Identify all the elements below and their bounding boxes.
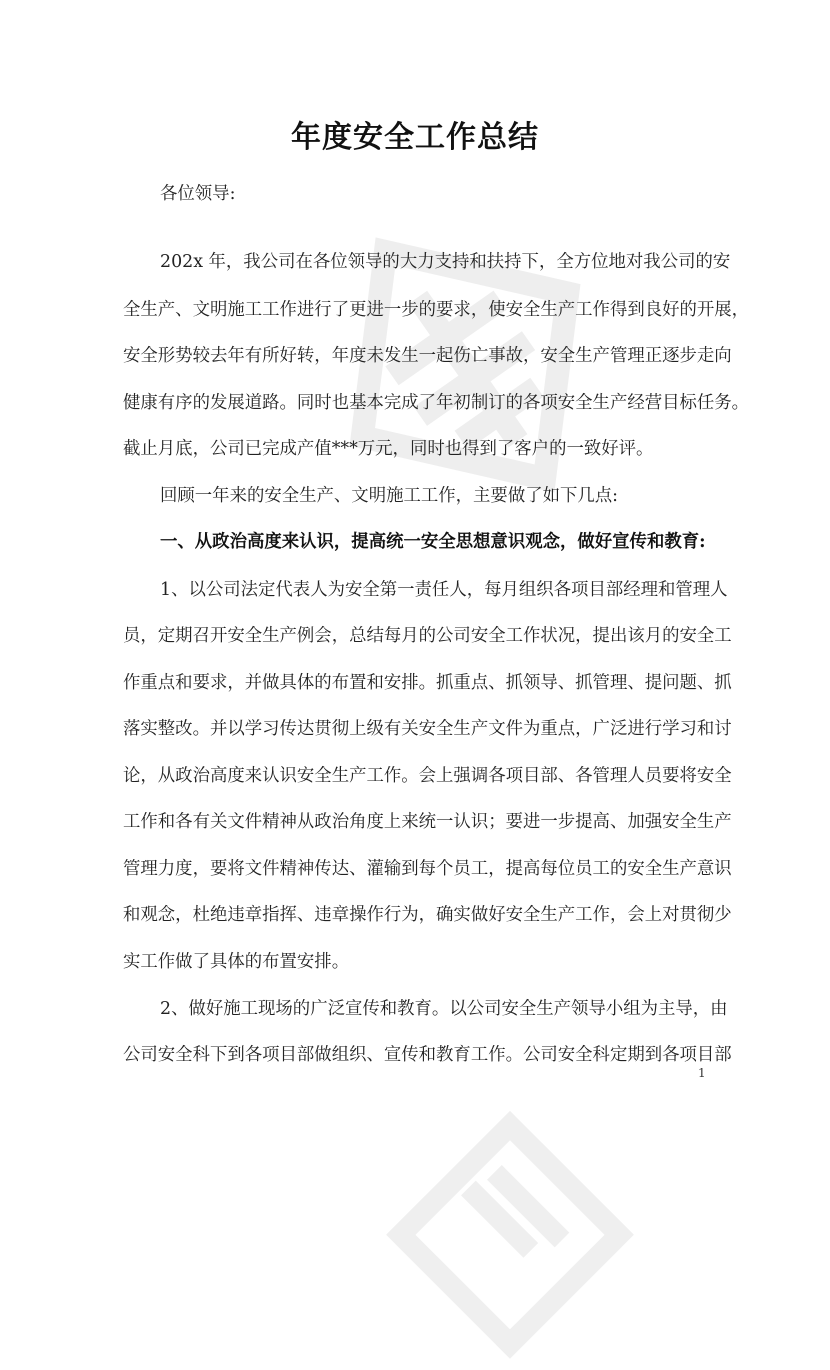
page-number: 1 [698,1066,706,1080]
paragraph-line: 安全形势较去年有所好转，年度未发生一起伤亡事故，安全生产管理正逐步走向 [123,346,732,366]
paragraph-line: 工作和各有关文件精神从政治角度上来统一认识；要进一步提高、加强安全生产 [123,812,732,832]
paragraph-line: 202x 年，我公司在各位领导的大力支持和扶持下，全方位地对我公司的安 [160,252,731,272]
paragraph-line: 落实整改。并以学习传达贯彻上级有关安全生产文件为重点，广泛进行学习和讨 [123,719,732,739]
paragraph-line: 员，定期召开安全生产例会，总结每月的公司安全工作状况，提出该月的安全工 [123,626,732,646]
paragraph-line: 截止月底，公司已完成产值***万元，同时也得到了客户的一致好评。 [123,439,654,459]
paragraph-line: 全生产、文明施工工作进行了更进一步的要求，使安全生产工作得到良好的开展， [123,300,750,320]
watermark-logo-icon [380,1110,640,1370]
paragraph-line: 作重点和要求，并做具体的布置和安排。抓重点、抓领导、抓管理、提问题、抓 [123,673,732,693]
section-heading: 一、从政治高度来认识，提高统一安全思想意识观念，做好宣传和教育: [160,532,706,552]
paragraph-line: 健康有序的发展道路。同时也基本完成了年初制订的各项安全生产经营目标任务。 [123,393,750,413]
paragraph-line: 实工作做了具体的布置安排。 [123,952,350,972]
paragraph-line: 管理力度，要将文件精神传达、灌输到每个员工，提高每位员工的安全生产意识 [123,859,732,879]
paragraph-line: 2、做好施工现场的广泛宣传和教育。以公司安全生产领导小组为主导，由 [160,999,728,1019]
paragraph-line: 公司安全科下到各项目部做组织、宣传和教育工作。公司安全科定期到各项目部 [123,1045,732,1065]
paragraph-line: 回顾一年来的安全生产、文明施工工作，主要做了如下几点: [160,486,619,506]
document-title: 年度安全工作总结 [291,120,539,155]
paragraph-line: 1、以公司法定代表人为安全第一责任人，每月组织各项目部经理和管理人 [160,580,728,600]
paragraph-line: 论，从政治高度来认识安全生产工作。会上强调各项目部、各管理人员要将安全 [123,766,732,786]
paragraph-line: 各位领导: [160,184,236,204]
paragraph-line: 和观念，杜绝违章指挥、违章操作行为，确实做好安全生产工作，会上对贯彻少 [123,905,732,925]
